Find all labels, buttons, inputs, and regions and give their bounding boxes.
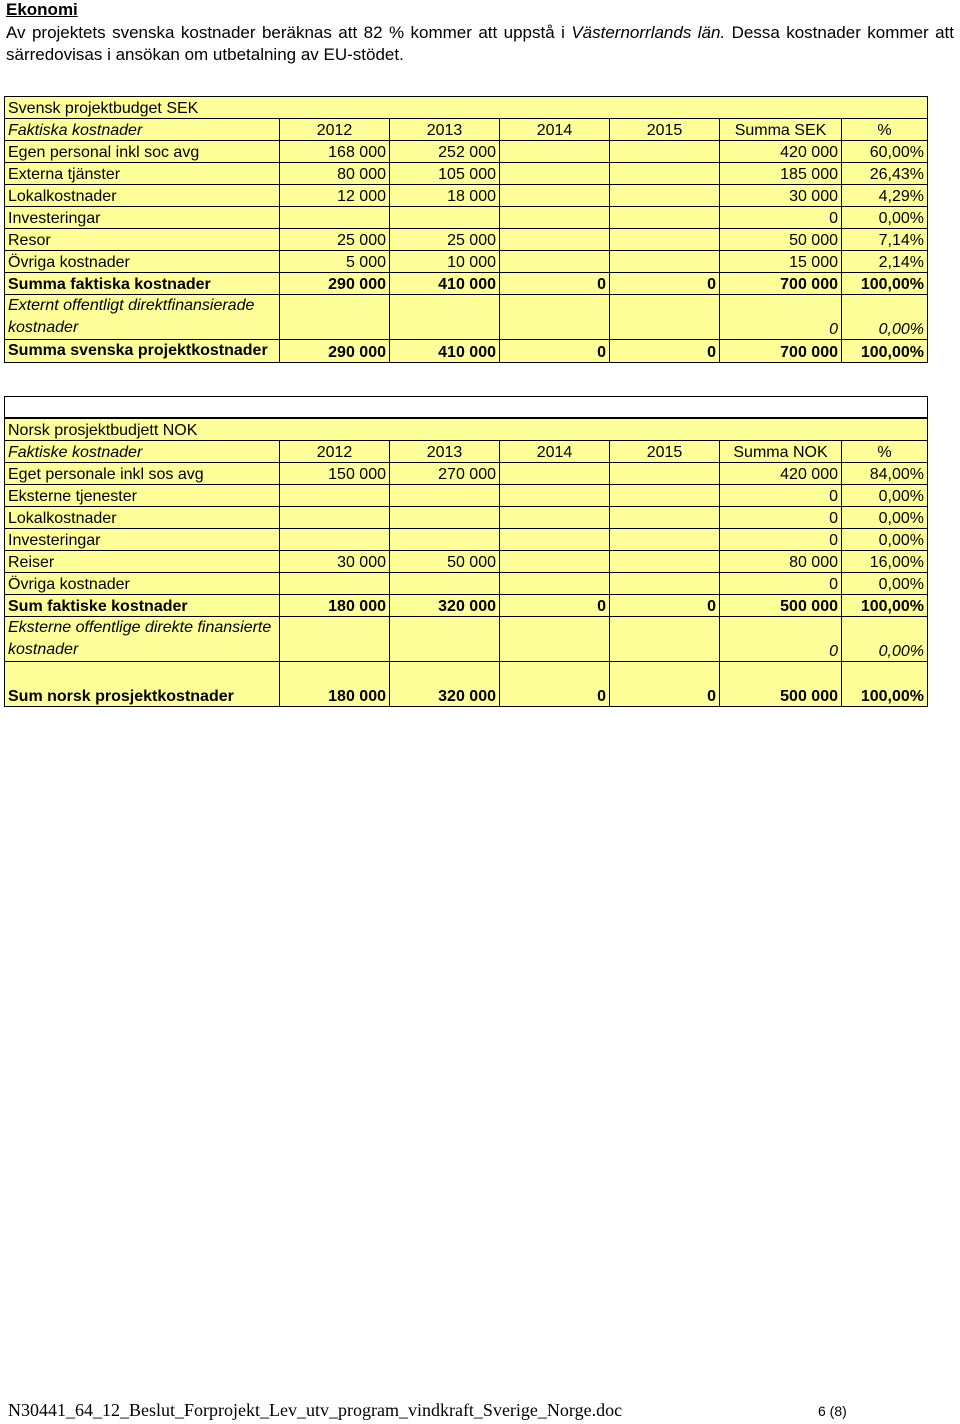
table-cell: 168 000 (280, 141, 390, 163)
table-title-row (5, 97, 928, 119)
header-cell: Summa NOK (720, 441, 842, 463)
table-cell: 0 (610, 595, 720, 617)
table-cell (500, 551, 610, 573)
row-label: Resor (5, 229, 280, 251)
external-funding-row (5, 617, 928, 662)
table-cell: 150 000 (280, 463, 390, 485)
table-cell: 100,00% (842, 595, 928, 617)
table-title: Norsk prosjektbudjett NOK (5, 419, 928, 441)
header-cell: 2013 (390, 441, 500, 463)
row-label: Sum norsk prosjektkostnader (5, 662, 280, 707)
table-cell: 0,00% (842, 207, 928, 229)
table-cell: 700 000 (720, 273, 842, 295)
row-label: Sum faktiske kostnader (5, 595, 280, 617)
row-label: Summa faktiska kostnader (5, 273, 280, 295)
table-cell: 7,14% (842, 229, 928, 251)
table-cell: 500 000 (720, 662, 842, 707)
sum-row (5, 273, 928, 295)
table-cell (610, 551, 720, 573)
row-label: Egen personal inkl soc avg (5, 141, 280, 163)
row-label: Eget personale inkl sos avg (5, 463, 280, 485)
row-label: Reiser (5, 551, 280, 573)
table-cell: 84,00% (842, 463, 928, 485)
table-cell (610, 185, 720, 207)
table-title: Svensk projektbudget SEK (5, 97, 928, 119)
table-cell (500, 573, 610, 595)
footer-document-name: N30441_64_12_Beslut_Forprojekt_Lev_utv_program_vindkraft_Sverige_Norge.doc (8, 1400, 623, 1420)
table-cell: 100,00% (842, 340, 928, 363)
table-cell: 0 (610, 340, 720, 363)
table-cell: 0 (720, 207, 842, 229)
section-heading: Ekonomi (6, 0, 78, 19)
table-cell: 0 (610, 273, 720, 295)
total-row (5, 662, 928, 707)
header-cell: Summa SEK (720, 119, 842, 141)
table-cell (610, 163, 720, 185)
table-cell: 320 000 (390, 662, 500, 707)
row-label: Externt offentligt direktfinansierade kostnader (5, 295, 280, 340)
table-cell: 0 (500, 340, 610, 363)
table-header-row (5, 441, 928, 463)
table-cell: 0,00% (842, 529, 928, 551)
swedish-budget-table (4, 96, 928, 363)
table-cell: 80 000 (720, 551, 842, 573)
table-row (5, 229, 928, 251)
table-cell (610, 529, 720, 551)
header-cell: 2015 (610, 119, 720, 141)
table-cell (500, 295, 610, 340)
table-cell (280, 529, 390, 551)
table-cell (500, 485, 610, 507)
table-cell: 320 000 (390, 595, 500, 617)
table-cell: 25 000 (390, 229, 500, 251)
table-cell (390, 295, 500, 340)
table-cell: 290 000 (280, 340, 390, 363)
external-funding-row (5, 295, 928, 340)
table-header-row (5, 119, 928, 141)
table-cell (390, 507, 500, 529)
row-label: Lokalkostnader (5, 185, 280, 207)
intro-text-italic: Västernorrlands län. (571, 23, 726, 42)
row-label: Investeringar (5, 529, 280, 551)
table-row (5, 573, 928, 595)
table-cell: 270 000 (390, 463, 500, 485)
table-cell: 0,00% (842, 573, 928, 595)
footer-page-number: 6 (8) (818, 1403, 847, 1419)
table-row (5, 163, 928, 185)
table-row (5, 185, 928, 207)
table-cell: 252 000 (390, 141, 500, 163)
spacer-row (4, 396, 928, 418)
table-row (5, 207, 928, 229)
table-cell: 0 (610, 662, 720, 707)
row-label: Investeringar (5, 207, 280, 229)
table-row (5, 463, 928, 485)
table-cell (610, 463, 720, 485)
table-cell (280, 617, 390, 662)
norwegian-budget-table (4, 418, 928, 707)
header-cell: 2013 (390, 119, 500, 141)
table-cell: 16,00% (842, 551, 928, 573)
row-label: Eksterne tjenester (5, 485, 280, 507)
row-label: Övriga kostnader (5, 573, 280, 595)
table-cell: 420 000 (720, 141, 842, 163)
table-cell: 290 000 (280, 273, 390, 295)
header-cell: 2012 (280, 119, 390, 141)
table-cell: 100,00% (842, 273, 928, 295)
table-cell: 4,29% (842, 185, 928, 207)
header-cell: 2014 (500, 119, 610, 141)
table-cell: 410 000 (390, 340, 500, 363)
table-title-row (5, 419, 928, 441)
table-cell: 0,00% (842, 507, 928, 529)
table-cell (500, 207, 610, 229)
table-cell (280, 295, 390, 340)
table-cell: 0 (720, 617, 842, 662)
header-cell: 2015 (610, 441, 720, 463)
table-row (5, 507, 928, 529)
table-cell: 700 000 (720, 340, 842, 363)
row-label: Lokalkostnader (5, 507, 280, 529)
table-cell: 0 (720, 295, 842, 340)
header-cell: Faktiske kostnader (5, 441, 280, 463)
table-cell (390, 573, 500, 595)
table-cell (390, 485, 500, 507)
table-cell: 25 000 (280, 229, 390, 251)
table-cell: 500 000 (720, 595, 842, 617)
empty-cell (5, 397, 928, 418)
table-cell: 0 (720, 485, 842, 507)
table-cell: 0,00% (842, 617, 928, 662)
table-cell (610, 207, 720, 229)
total-row (5, 340, 928, 363)
table-cell: 0 (500, 273, 610, 295)
row-label: Summa svenska projektkostnader (5, 340, 280, 363)
header-cell: Faktiska kostnader (5, 119, 280, 141)
table-cell (390, 207, 500, 229)
table-cell: 12 000 (280, 185, 390, 207)
table-cell: 180 000 (280, 662, 390, 707)
table-cell: 5 000 (280, 251, 390, 273)
table-cell (280, 507, 390, 529)
table-cell: 180 000 (280, 595, 390, 617)
table-cell (610, 295, 720, 340)
table-cell: 0,00% (842, 485, 928, 507)
table-cell (500, 617, 610, 662)
table-cell: 0 (500, 595, 610, 617)
table-cell (500, 507, 610, 529)
table-cell: 60,00% (842, 141, 928, 163)
row-label: Externa tjänster (5, 163, 280, 185)
table-cell (610, 229, 720, 251)
header-cell: 2012 (280, 441, 390, 463)
table-cell (610, 485, 720, 507)
table-cell: 30 000 (280, 551, 390, 573)
table-cell (390, 529, 500, 551)
intro-text-1: Av projektets svenska kostnader beräknas att 82 % kommer att uppstå i (6, 23, 572, 42)
table-cell (500, 251, 610, 273)
table-cell: 18 000 (390, 185, 500, 207)
table-cell: 15 000 (720, 251, 842, 273)
table-cell: 50 000 (390, 551, 500, 573)
table-cell (500, 163, 610, 185)
table-row (5, 529, 928, 551)
table-cell (500, 185, 610, 207)
table-cell (390, 617, 500, 662)
header-cell: 2014 (500, 441, 610, 463)
table-cell (280, 207, 390, 229)
table-cell: 185 000 (720, 163, 842, 185)
table-cell (610, 141, 720, 163)
table-cell: 0 (500, 662, 610, 707)
row-label: Övriga kostnader (5, 251, 280, 273)
table-cell (500, 529, 610, 551)
table-cell (500, 463, 610, 485)
table-row (5, 251, 928, 273)
table-row (5, 141, 928, 163)
table-cell: 50 000 (720, 229, 842, 251)
table-cell (280, 573, 390, 595)
table-cell (500, 141, 610, 163)
table-cell: 2,14% (842, 251, 928, 273)
header-cell: % (842, 441, 928, 463)
table-cell (610, 617, 720, 662)
row-label: Eksterne offentlige direkte finansierte kostnader (5, 617, 280, 662)
table-cell (610, 573, 720, 595)
table-cell: 410 000 (390, 273, 500, 295)
table-cell: 10 000 (390, 251, 500, 273)
sum-row (5, 595, 928, 617)
table-row (5, 551, 928, 573)
header-cell: % (842, 119, 928, 141)
intro-text-2: Dessa kostnader kommer att särredovisas i ansökan om utbetalning av EU-stödet. (6, 23, 955, 64)
table-cell: 420 000 (720, 463, 842, 485)
table-cell (280, 485, 390, 507)
table-cell: 0 (720, 507, 842, 529)
table-cell (500, 229, 610, 251)
table-cell: 26,43% (842, 163, 928, 185)
table-cell: 30 000 (720, 185, 842, 207)
table-cell: 100,00% (842, 662, 928, 707)
table-row (5, 485, 928, 507)
table-cell: 80 000 (280, 163, 390, 185)
table-cell (610, 251, 720, 273)
table-cell (610, 507, 720, 529)
table-cell: 0,00% (842, 295, 928, 340)
intro-paragraph (6, 22, 954, 66)
table-cell: 105 000 (390, 163, 500, 185)
table-cell: 0 (720, 529, 842, 551)
table-cell: 0 (720, 573, 842, 595)
